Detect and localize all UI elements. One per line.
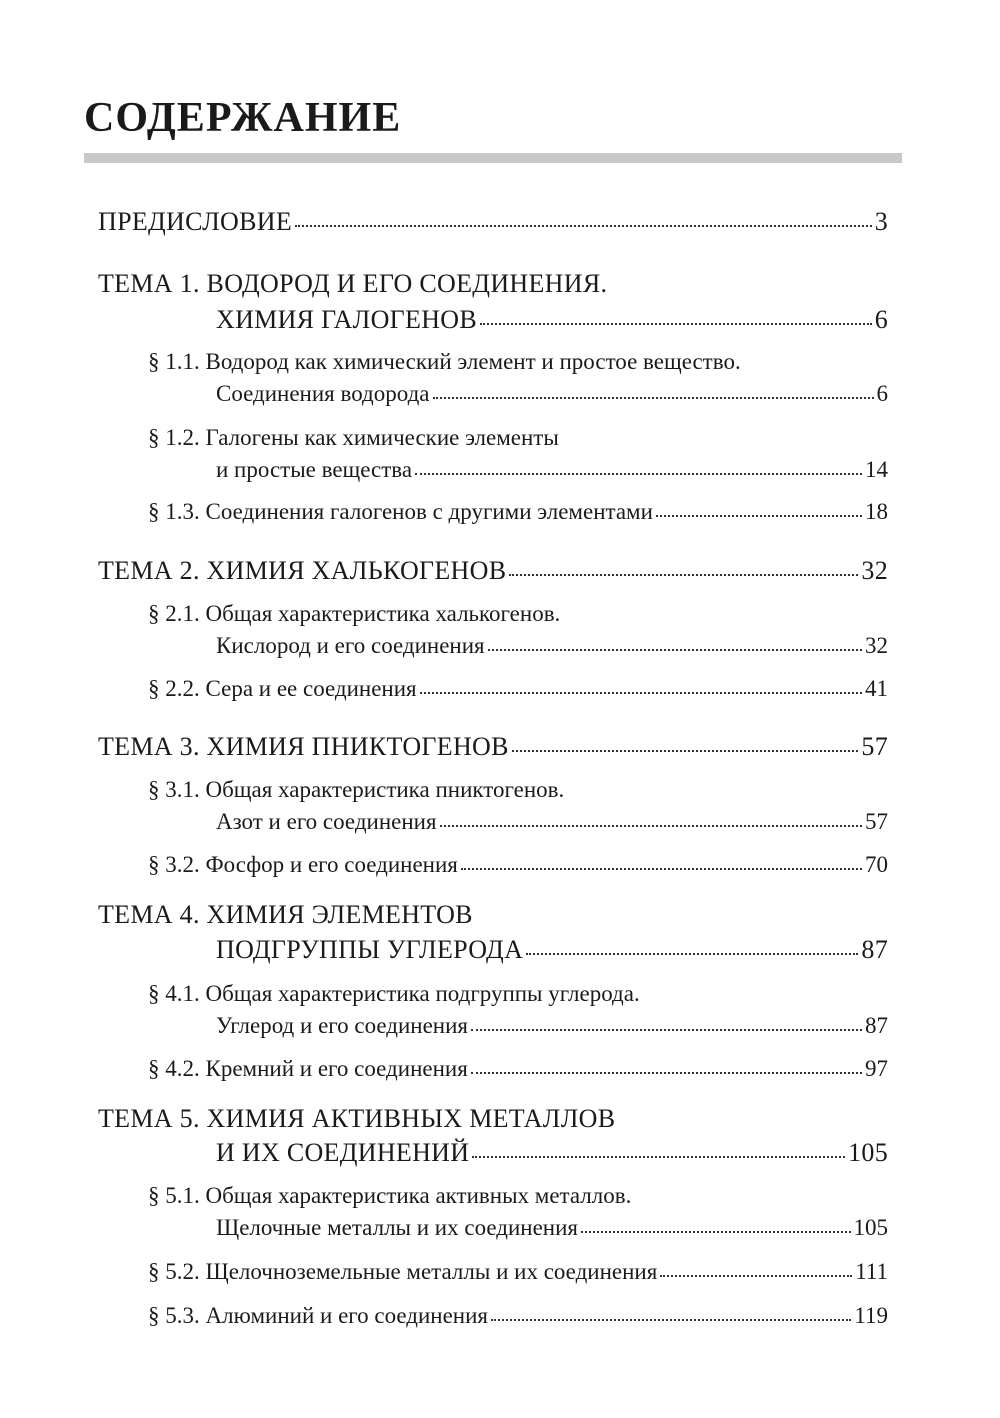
- toc-entry-section[interactable]: [148, 976, 888, 1012]
- toc-entry-label: ХИМИЯ ГАЛОГЕНОВ: [216, 305, 477, 334]
- dot-leader: [488, 649, 862, 651]
- toc-entry-label: § 4.1. Общая характеристика подгруппы углерода.: [148, 981, 640, 1006]
- toc-entry-label: и простые вещества: [216, 457, 413, 482]
- toc-entry-section[interactable]: [148, 772, 888, 808]
- toc-entry-topic[interactable]: [98, 897, 888, 933]
- toc-entry-section[interactable]: [216, 1210, 888, 1246]
- dot-leader: [526, 953, 858, 955]
- dot-leader: [491, 1319, 851, 1321]
- toc-entry-label: § 1.3. Соединения галогенов с другими элементами: [148, 499, 653, 524]
- page-number: 97: [865, 1056, 888, 1081]
- toc-entry-label: § 1.2. Галогены как химические элементы: [148, 425, 559, 450]
- toc-entry-topic[interactable]: [98, 729, 888, 765]
- toc-entry-label: ПРЕДИСЛОВИЕ: [98, 207, 293, 236]
- dot-leader: [295, 225, 872, 227]
- page-number: 32: [865, 633, 888, 658]
- toc-entry-label: § 3.2. Фосфор и его соединения: [148, 852, 458, 877]
- page-number: 57: [861, 732, 888, 761]
- toc-entry-section[interactable]: [148, 1178, 888, 1214]
- toc-entry-topic[interactable]: [216, 302, 888, 338]
- dot-leader: [440, 825, 862, 827]
- toc-entry-label: ТЕМА 4. ХИМИЯ ЭЛЕМЕНТОВ: [98, 900, 473, 929]
- toc-entry-label: Углерод и его соединения: [216, 1013, 469, 1038]
- dot-leader: [433, 397, 874, 399]
- toc-entry-section[interactable]: [216, 1008, 888, 1044]
- page-number: 70: [865, 852, 888, 877]
- page-number: 6: [876, 381, 888, 406]
- toc-entry-section[interactable]: [148, 1051, 888, 1087]
- toc-entry-topic[interactable]: [216, 932, 888, 968]
- toc-entry-label: § 4.2. Кремний и его соединения: [148, 1056, 468, 1081]
- dot-leader: [512, 750, 859, 752]
- dot-leader: [415, 473, 862, 475]
- dot-leader: [471, 1029, 862, 1031]
- page-title: СОДЕРЖАНИЕ: [84, 95, 402, 141]
- page-number: 105: [848, 1138, 888, 1167]
- page-number: 3: [874, 207, 888, 236]
- toc-entry-section[interactable]: [216, 804, 888, 840]
- toc-entry-label: § 2.1. Общая характеристика халькогенов.: [148, 601, 561, 626]
- toc-entry-label: ТЕМА 3. ХИМИЯ ПНИКТОГЕНОВ: [98, 732, 509, 761]
- toc-entry-section[interactable]: [148, 596, 888, 632]
- toc-entry-label: § 5.2. Щелочноземельные металлы и их соединения: [148, 1259, 658, 1284]
- dot-leader: [509, 574, 858, 576]
- toc-entry-label: ПОДГРУППЫ УГЛЕРОДА: [216, 935, 524, 964]
- toc-entry-label: § 3.1. Общая характеристика пниктогенов.: [148, 777, 565, 802]
- toc-entry-label: Кислород и его соединения: [216, 633, 485, 658]
- toc-entry-label: ТЕМА 5. ХИМИЯ АКТИВНЫХ МЕТАЛЛОВ: [98, 1104, 616, 1133]
- page-number: 119: [854, 1303, 888, 1328]
- toc-entry-preface[interactable]: [98, 204, 888, 240]
- toc-entry-section[interactable]: [216, 376, 888, 412]
- dot-leader: [656, 515, 862, 517]
- toc-entry-label: § 5.3. Алюминий и его соединения: [148, 1303, 489, 1328]
- dot-leader: [461, 868, 862, 870]
- page-number: 87: [865, 1013, 888, 1038]
- toc-entry-section[interactable]: [148, 1298, 888, 1334]
- dot-leader: [420, 692, 862, 694]
- toc-entry-label: ТЕМА 2. ХИМИЯ ХАЛЬКОГЕНОВ: [98, 556, 507, 585]
- dot-leader: [581, 1231, 851, 1233]
- page-number: 32: [861, 556, 888, 585]
- page-number: 57: [865, 809, 888, 834]
- toc-entry-section[interactable]: [216, 452, 888, 488]
- toc-entry-topic[interactable]: [98, 266, 888, 302]
- toc-entry-section[interactable]: [148, 494, 888, 530]
- toc-entry-topic[interactable]: [98, 553, 888, 589]
- toc-entry-label: § 1.1. Водород как химический элемент и простое вещество.: [148, 349, 741, 374]
- toc-entry-label: Соединения водорода: [216, 381, 430, 406]
- toc-entry-label: И ИХ СОЕДИНЕНИЙ: [216, 1138, 470, 1167]
- page-number: 87: [861, 935, 888, 964]
- page-number: 111: [855, 1259, 888, 1284]
- page-number: 6: [874, 305, 888, 334]
- toc-entry-section[interactable]: [148, 420, 888, 456]
- dot-leader: [660, 1275, 852, 1277]
- toc-entry-label: § 2.2. Сера и ее соединения: [148, 676, 417, 701]
- toc-entry-label: ТЕМА 1. ВОДОРОД И ЕГО СОЕДИНЕНИЯ.: [98, 269, 608, 298]
- toc-entry-topic[interactable]: [216, 1135, 888, 1171]
- toc-entry-section[interactable]: [216, 628, 888, 664]
- dot-leader: [471, 1072, 862, 1074]
- toc-entry-section[interactable]: [148, 344, 888, 380]
- toc-entry-section[interactable]: [148, 847, 888, 883]
- page-number: 105: [853, 1215, 888, 1240]
- dot-leader: [480, 323, 872, 325]
- toc-entry-section[interactable]: [148, 671, 888, 707]
- dot-leader: [472, 1156, 845, 1158]
- toc-entry-section[interactable]: [148, 1254, 888, 1290]
- page-number: 41: [865, 676, 888, 701]
- toc-entry-label: Щелочные металлы и их соединения: [216, 1215, 578, 1240]
- page-number: 14: [865, 457, 888, 482]
- toc-entry-label: Азот и его соединения: [216, 809, 437, 834]
- page-number: 18: [865, 499, 888, 524]
- toc-entry-label: § 5.1. Общая характеристика активных металлов.: [148, 1183, 632, 1208]
- toc-entry-topic[interactable]: [98, 1101, 888, 1137]
